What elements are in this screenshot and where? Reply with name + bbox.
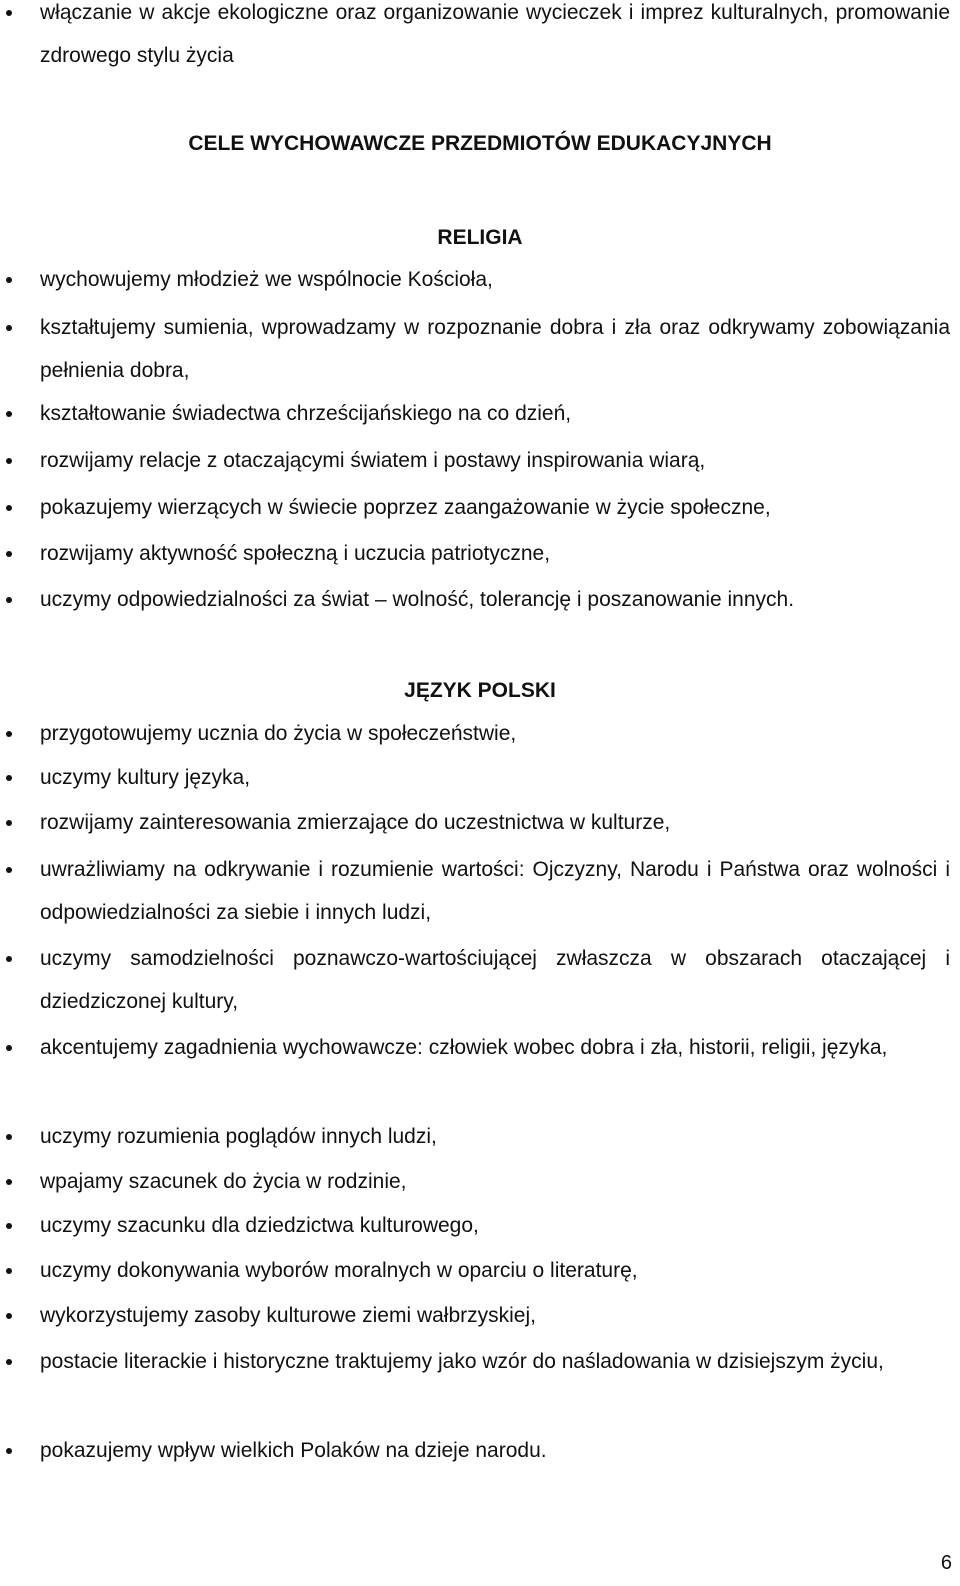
list-item: przygotowujemy ucznia do życia w społeczeństwie, xyxy=(40,712,950,755)
religia-heading: RELIGIA xyxy=(437,226,523,249)
bullet-icon xyxy=(6,10,12,16)
bullet-icon xyxy=(6,1134,12,1140)
list-item: kształtujemy sumienia, wprowadzamy w rozpoznanie dobra i zła oraz odkrywamy zobowiązania pełnienia dobra, xyxy=(40,306,950,392)
list-item: pokazujemy wierzących w świecie poprzez zaangażowanie w życie społeczne, xyxy=(40,486,950,529)
bullet-icon xyxy=(6,1045,12,1051)
bullet-icon xyxy=(6,820,12,826)
list-item: uczymy samodzielności poznawczo-wartościującej zwłaszcza w obszarach otaczającej i dziedziczonej kultury, xyxy=(40,937,950,1023)
bullet-icon xyxy=(6,867,12,873)
list-item: wpajamy szacunek do życia w rodzinie, xyxy=(40,1160,950,1203)
bullet-icon xyxy=(6,775,12,781)
polski-heading: JĘZYK POLSKI xyxy=(404,679,556,702)
list-item: rozwijamy zainteresowania zmierzające do uczestnictwa w kulturze, xyxy=(40,801,950,844)
list-item: postacie literackie i historyczne traktujemy jako wzór do naśladowania w dzisiejszym życiu, xyxy=(40,1340,950,1383)
list-item xyxy=(40,0,950,77)
bullet-icon xyxy=(6,731,12,737)
list-item: wychowujemy młodzież we wspólnocie Kościoła, xyxy=(40,258,950,301)
bullet-icon xyxy=(6,1268,12,1274)
list-item: uczymy rozumienia poglądów innych ludzi, xyxy=(40,1115,950,1158)
bullet-icon xyxy=(6,458,12,464)
bullet-icon xyxy=(6,956,12,962)
list-item: wykorzystujemy zasoby kulturowe ziemi wałbrzyskiej, xyxy=(40,1294,950,1337)
bullet-icon xyxy=(6,505,12,511)
bullet-icon xyxy=(6,1359,12,1365)
list-item: uwrażliwiamy na odkrywanie i rozumienie wartości: Ojczyzny, Narodu i Państwa oraz wolności i odpowiedzialności za siebie i innych ludzi, xyxy=(40,848,950,934)
bullet-icon xyxy=(6,1223,12,1229)
list-item: uczymy odpowiedzialności za świat – wolność, tolerancję i poszanowanie innych. xyxy=(40,578,950,621)
list-item: kształtowanie świadectwa chrześcijańskiego na co dzień, xyxy=(40,392,950,435)
section-title: CELE WYCHOWAWCZE PRZEDMIOTÓW EDUKACYJNYCH xyxy=(188,132,772,155)
bullet-icon xyxy=(6,551,12,557)
list-item: uczymy szacunku dla dziedzictwa kulturowego, xyxy=(40,1204,950,1247)
bullet-icon xyxy=(6,1179,12,1185)
list-item: rozwijamy aktywność społeczną i uczucia patriotyczne, xyxy=(40,532,950,575)
list-item: uczymy dokonywania wyborów moralnych w oparciu o literaturę, xyxy=(40,1249,950,1292)
bullet-icon xyxy=(6,277,12,283)
bullet-icon xyxy=(6,1448,12,1454)
bullet-icon xyxy=(6,325,12,331)
list-item: pokazujemy wpływ wielkich Polaków na dzieje narodu. xyxy=(40,1429,950,1472)
intro-text: włączanie w akcje ekologiczne oraz organizowanie wycieczek i imprez kulturalnych, promowanie zdrowego stylu życia xyxy=(40,1,950,67)
list-item: akcentujemy zagadnienia wychowawcze: człowiek wobec dobra i zła, historii, religii, języka, xyxy=(40,1026,950,1069)
bullet-icon xyxy=(6,411,12,417)
list-item: uczymy kultury języka, xyxy=(40,756,950,799)
list-item: rozwijamy relacje z otaczającymi światem i postawy inspirowania wiarą, xyxy=(40,439,950,482)
page-number: 6 xyxy=(940,1552,952,1574)
bullet-icon xyxy=(6,1313,12,1319)
bullet-icon xyxy=(6,597,12,603)
